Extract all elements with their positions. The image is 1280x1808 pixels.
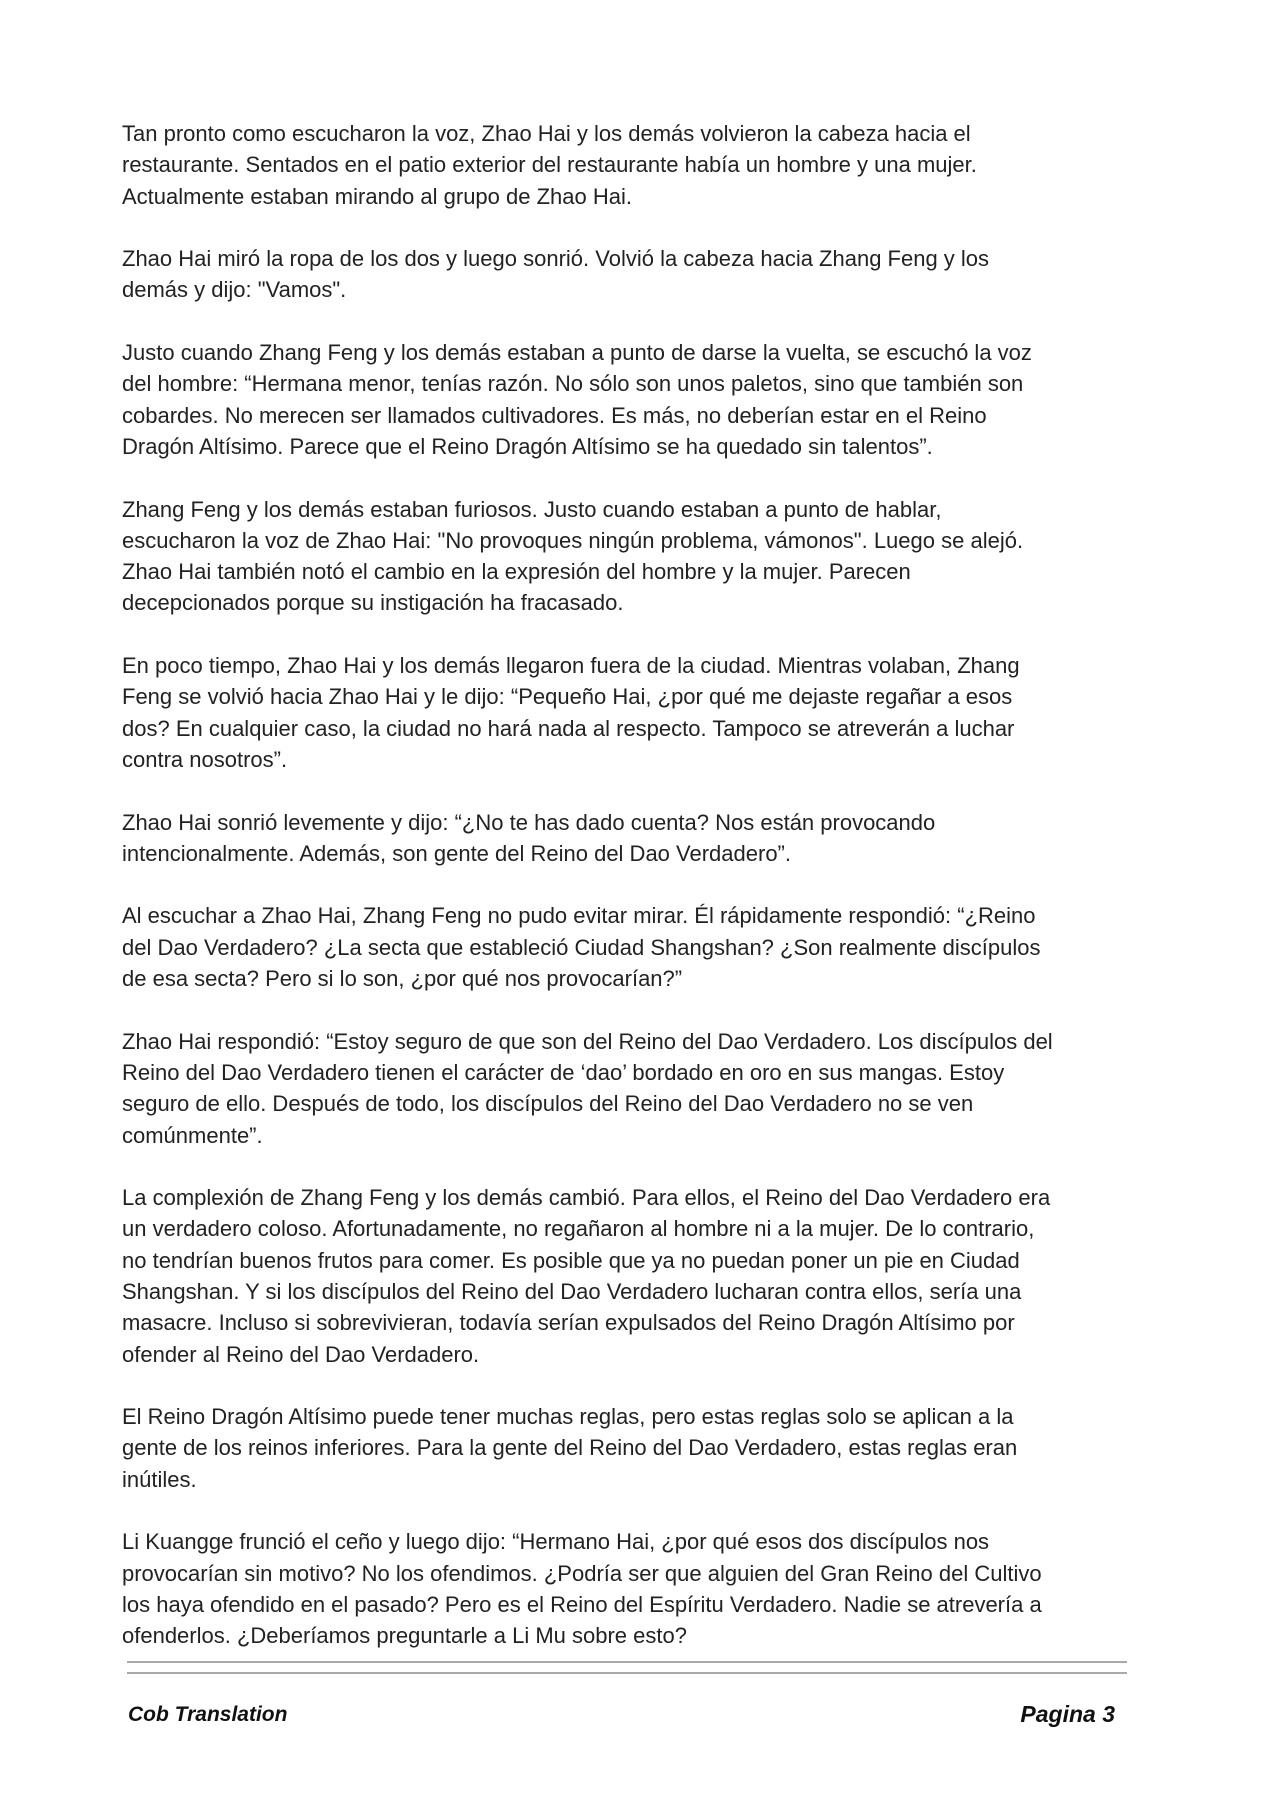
paragraph-4: Zhang Feng y los demás estaban furiosos. Justo cuando estaban a punto de hablar, escucharon la voz de Zhao Hai: "No provoques ningún problema, vámonos". Luego se alejó. Zhao Hai también notó el cambio en la expresión del hombre y la mujer. Parecen decepcionados porque su instigación ha fracasado. xyxy=(122,496,1024,616)
footer-divider-bottom xyxy=(127,1672,1127,1674)
paragraph-8: Zhao Hai respondió: “Estoy seguro de que son del Reino del Dao Verdadero. Los discípulos del Reino del Dao Verdadero tienen el carácter de ‘dao’ bordado en oro en sus mangas. Estoy seguro de ello. Después de todo, los discípulos del Reino del Dao Verdadero no se ven comúnmente”. xyxy=(122,1028,1053,1148)
document-body xyxy=(122,118,1132,1683)
paragraph-10: El Reino Dragón Altísimo puede tener muchas reglas, pero estas reglas solo se aplican a la gente de los reinos inferiores. Para la gente del Reino del Dao Verdadero, estas reglas eran inútiles. xyxy=(122,1404,1018,1492)
paragraph-6: Zhao Hai sonrió levemente y dijo: “¿No te has dado cuenta? Nos están provocando intencionalmente. Además, son gente del Reino del Dao Verdadero”. xyxy=(122,809,936,866)
footer-page-number: Pagina 3 xyxy=(1020,1701,1115,1727)
paragraph-3: Justo cuando Zhang Feng y los demás estaban a punto de darse la vuelta, se escuchó la voz del hombre: “Hermana menor, tenías razón. No sólo son unos paletos, sino que también son cobardes. No merecen ser llamados cultivadores. Es más, no deberían estar en el Reino Dragón Altísimo. Parece que el Reino Dragón Altísimo se ha quedado sin talentos”. xyxy=(122,340,1032,459)
paragraph-11: Li Kuangge frunció el ceño y luego dijo: “Hermano Hai, ¿por qué esos dos discípulos nos provocarían sin motivo? No los ofendimos. ¿Podría ser que alguien del Gran Reino del Cultivo los haya ofendido en el pasado? Pero es el Reino del Espíritu Verdadero. Nadie se atrevería a ofenderlos. ¿Deberíamos preguntarle a Li Mu sobre esto? xyxy=(122,1529,1042,1649)
paragraph-7: Al escuchar a Zhao Hai, Zhang Feng no pudo evitar mirar. Él rápidamente respondió: “¿Reino del Dao Verdadero? ¿La secta que estableció Ciudad Shangshan? ¿Son realmente discípulos de esa secta? Pero si lo son, ¿por qué nos provocarían?” xyxy=(122,903,1041,992)
footer-translator-credit: Cob Translation xyxy=(128,1703,288,1726)
paragraph-2: Zhao Hai miró la ropa de los dos y luego sonrió. Volvió la cabeza hacia Zhang Feng y los demás y dijo: "Vamos". xyxy=(122,246,990,303)
footer-divider-top xyxy=(127,1661,1127,1663)
paragraph-5: En poco tiempo, Zhao Hai y los demás llegaron fuera de la ciudad. Mientras volaban, Zhang Feng se volvió hacia Zhao Hai y le dijo: “Pequeño Hai, ¿por qué me dejaste regañar a esos dos? En cualquier caso, la ciudad no hará nada al respecto. Tampoco se atreverán a luchar contra nosotros”. xyxy=(122,653,1020,772)
paragraph-1: Tan pronto como escucharon la voz, Zhao Hai y los demás volvieron la cabeza hacia el restaurante. Sentados en el patio exterior del restaurante había un hombre y una mujer. Actualmente estaban mirando al grupo de Zhao Hai. xyxy=(122,121,977,209)
paragraph-9: La complexión de Zhang Feng y los demás cambió. Para ellos, el Reino del Dao Verdadero era un verdadero coloso. Afortunadamente, no regañaron al hombre ni a la mujer. De lo contrario, no tendrían buenos frutos para comer. Es posible que ya no puedan poner un pie en Ciudad Shangshan. Y si los discípulos del Reino del Dao Verdadero lucharan contra ellos, sería una masacre. Incluso si sobrevivieran, todavía serían expulsados del Reino Dragón Altísimo por ofender al Reino del Dao Verdadero. xyxy=(122,1185,1051,1367)
